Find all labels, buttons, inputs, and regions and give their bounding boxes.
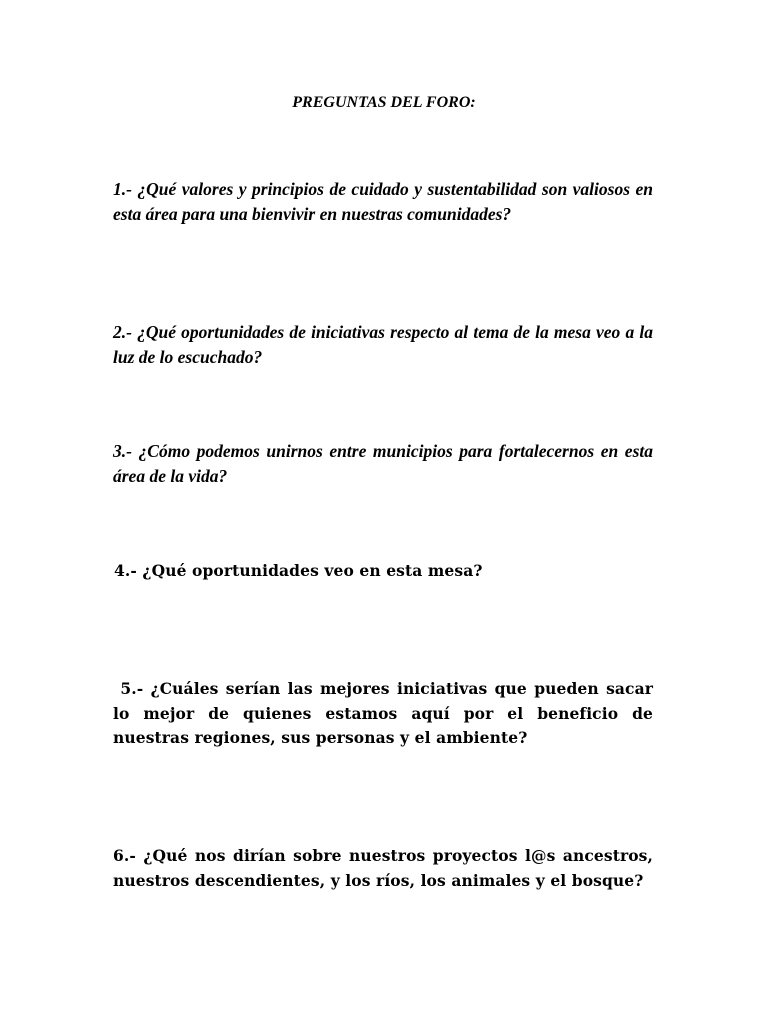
question-1: 1.- ¿Qué valores y principios de cuidado y sustentabilidad son valiosos en esta área para una bienvivir en nuestras comunidades?	[113, 179, 653, 224]
question-3: 3.- ¿Cómo podemos unirnos entre municipios para fortalecernos en esta área de la vida?	[113, 441, 653, 486]
question-4: 4.- ¿Qué oportunidades veo en esta mesa?	[114, 561, 483, 580]
question-6: 6.- ¿Qué nos dirían sobre nuestros proyectos l@s ancestros, nuestros descendientes, y los ríos, los animales y el bosque?	[113, 846, 653, 890]
question-2: 2.- ¿Qué oportunidades de iniciativas respecto al tema de la mesa veo a la luz de lo escuchado?	[113, 322, 653, 367]
question-5: 5.- ¿Cuáles serían las mejores iniciativas que pueden sacar lo mejor de quienes estamos aquí por el beneficio de nuestras regiones, sus personas y el ambiente?	[113, 679, 659, 747]
page-title: PREGUNTAS DEL FORO:	[292, 94, 476, 111]
